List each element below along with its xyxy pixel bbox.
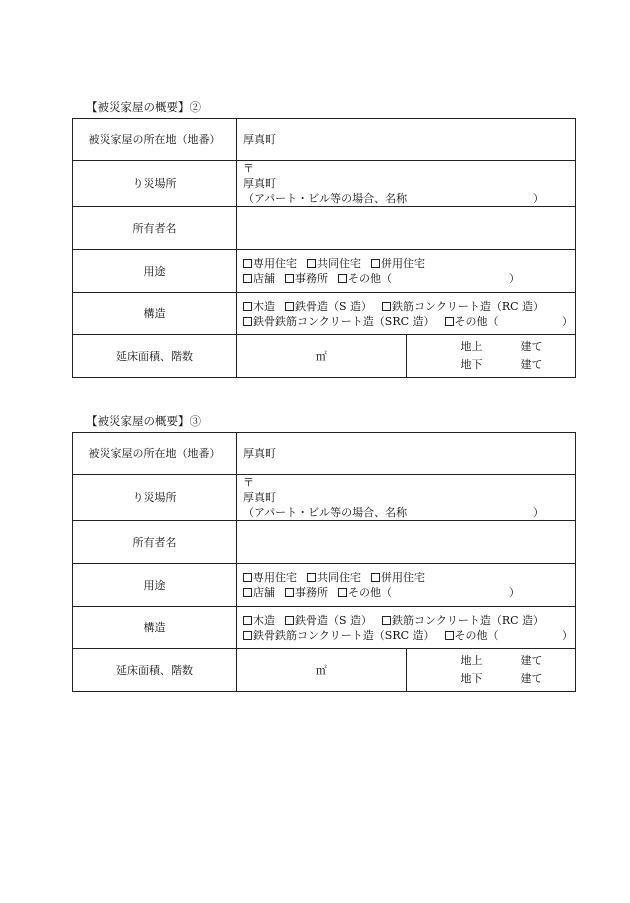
floor-count-field[interactable] — [406, 335, 576, 378]
disaster-town: 厚真町 — [243, 491, 276, 504]
checkbox-icon[interactable] — [243, 259, 252, 268]
use-row-1 — [243, 256, 575, 271]
overview-form-table — [72, 432, 576, 692]
use-other-close: ） — [509, 586, 520, 599]
use-row-2 — [243, 271, 575, 286]
use-options — [237, 564, 576, 607]
use-option-combined-house[interactable]: 併用住宅 — [371, 256, 425, 271]
structure-options — [237, 607, 576, 649]
disaster-town: 厚真町 — [243, 177, 276, 190]
floor-count-field[interactable] — [406, 649, 576, 692]
checkbox-icon[interactable] — [285, 274, 294, 283]
structure-option-other[interactable]: その他（ — [445, 314, 499, 329]
structure-other-close: ） — [562, 628, 573, 642]
checkbox-icon[interactable] — [307, 573, 316, 582]
structure-option-steel[interactable]: 鉄骨造（S 造） — [285, 299, 372, 314]
structure-option-src[interactable]: 鉄骨鉄筋コンクリート造（SRC 造） — [243, 628, 435, 643]
structure-option-steel[interactable]: 鉄骨造（S 造） — [285, 613, 372, 628]
square-meter-unit: ㎡ — [315, 663, 327, 677]
floor-area-label: 延床面積、階数 — [73, 649, 237, 692]
checkbox-icon[interactable] — [338, 588, 347, 597]
structure-row-2 — [243, 314, 575, 329]
structure-option-wood[interactable]: 木造 — [243, 613, 275, 628]
checkbox-icon[interactable] — [243, 317, 252, 326]
structure-option-wood[interactable]: 木造 — [243, 299, 275, 314]
floor-area-label: 延床面積、階数 — [73, 335, 237, 378]
checkbox-icon[interactable] — [243, 302, 252, 311]
building-name-note: （アパート・ビル等の場合、名称 — [243, 192, 408, 205]
use-row-1 — [243, 570, 575, 585]
overview-form-table — [72, 118, 576, 378]
use-other-close: ） — [509, 272, 520, 285]
structure-option-other[interactable]: その他（ — [445, 628, 499, 643]
use-option-other[interactable]: その他（ — [338, 271, 392, 286]
use-option-shared-house[interactable]: 共同住宅 — [307, 570, 361, 585]
checkbox-icon[interactable] — [382, 616, 391, 625]
building-name-close: ） — [533, 506, 544, 519]
checkbox-icon[interactable] — [371, 573, 380, 582]
checkbox-icon[interactable] — [371, 259, 380, 268]
above-ground-row: 地上 建て — [460, 654, 543, 667]
disaster-location-label: り災場所 — [73, 161, 237, 207]
structure-option-rc[interactable]: 鉄筋コンクリート造（RC 造） — [382, 299, 544, 314]
building-name-note: （アパート・ビル等の場合、名称 — [243, 506, 408, 519]
square-meter-unit: ㎡ — [315, 349, 327, 363]
use-option-exclusive-house[interactable]: 専用住宅 — [243, 570, 297, 585]
address-field[interactable]: 厚真町 — [237, 119, 576, 161]
building-name-line — [243, 191, 575, 206]
damaged-house-overview-section-3 — [72, 414, 576, 692]
floor-area-field[interactable] — [237, 335, 407, 378]
below-ground-row: 地下 建て — [460, 358, 543, 371]
checkbox-icon[interactable] — [285, 616, 294, 625]
checkbox-icon[interactable] — [285, 588, 294, 597]
floor-area-field[interactable] — [237, 649, 407, 692]
use-option-office[interactable]: 事務所 — [285, 585, 328, 600]
use-option-shared-house[interactable]: 共同住宅 — [307, 256, 361, 271]
checkbox-icon[interactable] — [338, 274, 347, 283]
checkbox-icon[interactable] — [285, 302, 294, 311]
structure-other-close: ） — [562, 314, 573, 328]
checkbox-icon[interactable] — [445, 631, 454, 640]
use-option-combined-house[interactable]: 併用住宅 — [371, 570, 425, 585]
address-field[interactable]: 厚真町 — [237, 433, 576, 475]
building-name-line — [243, 505, 575, 520]
section-heading: 【被災家屋の概要】② — [86, 100, 201, 114]
checkbox-icon[interactable] — [382, 302, 391, 311]
address-label: 被災家屋の所在地（地番） — [73, 433, 237, 475]
use-options — [237, 250, 576, 293]
use-option-other[interactable]: その他（ — [338, 585, 392, 600]
use-option-shop[interactable]: 店舗 — [243, 585, 275, 600]
checkbox-icon[interactable] — [243, 573, 252, 582]
section-heading: 【被災家屋の概要】③ — [86, 414, 201, 428]
structure-row-2 — [243, 628, 575, 643]
address-label: 被災家屋の所在地（地番） — [73, 119, 237, 161]
structure-option-src[interactable]: 鉄骨鉄筋コンクリート造（SRC 造） — [243, 314, 435, 329]
checkbox-icon[interactable] — [445, 317, 454, 326]
above-ground-row: 地上 建て — [460, 340, 543, 353]
disaster-location-label: り災場所 — [73, 475, 237, 521]
structure-row-1 — [243, 299, 575, 314]
checkbox-icon[interactable] — [243, 631, 252, 640]
below-ground-row: 地下 建て — [460, 672, 543, 685]
use-option-exclusive-house[interactable]: 専用住宅 — [243, 256, 297, 271]
postal-mark: 〒 — [243, 162, 254, 175]
building-name-close: ） — [533, 192, 544, 205]
owner-label: 所有者名 — [73, 521, 237, 564]
structure-row-1 — [243, 613, 575, 628]
damaged-house-overview-section-2 — [72, 100, 576, 378]
postal-mark: 〒 — [243, 476, 254, 489]
checkbox-icon[interactable] — [243, 274, 252, 283]
checkbox-icon[interactable] — [307, 259, 316, 268]
use-label: 用途 — [73, 250, 237, 293]
owner-field[interactable] — [237, 521, 576, 564]
checkbox-icon[interactable] — [243, 616, 252, 625]
use-option-shop[interactable]: 店舗 — [243, 271, 275, 286]
disaster-location-field[interactable] — [237, 475, 576, 521]
use-row-2 — [243, 585, 575, 600]
use-option-office[interactable]: 事務所 — [285, 271, 328, 286]
disaster-location-field[interactable] — [237, 161, 576, 207]
structure-label: 構造 — [73, 293, 237, 335]
owner-label: 所有者名 — [73, 207, 237, 250]
structure-option-rc[interactable]: 鉄筋コンクリート造（RC 造） — [382, 613, 544, 628]
structure-options — [237, 293, 576, 335]
owner-field[interactable] — [237, 207, 576, 250]
structure-label: 構造 — [73, 607, 237, 649]
use-label: 用途 — [73, 564, 237, 607]
checkbox-icon[interactable] — [243, 588, 252, 597]
